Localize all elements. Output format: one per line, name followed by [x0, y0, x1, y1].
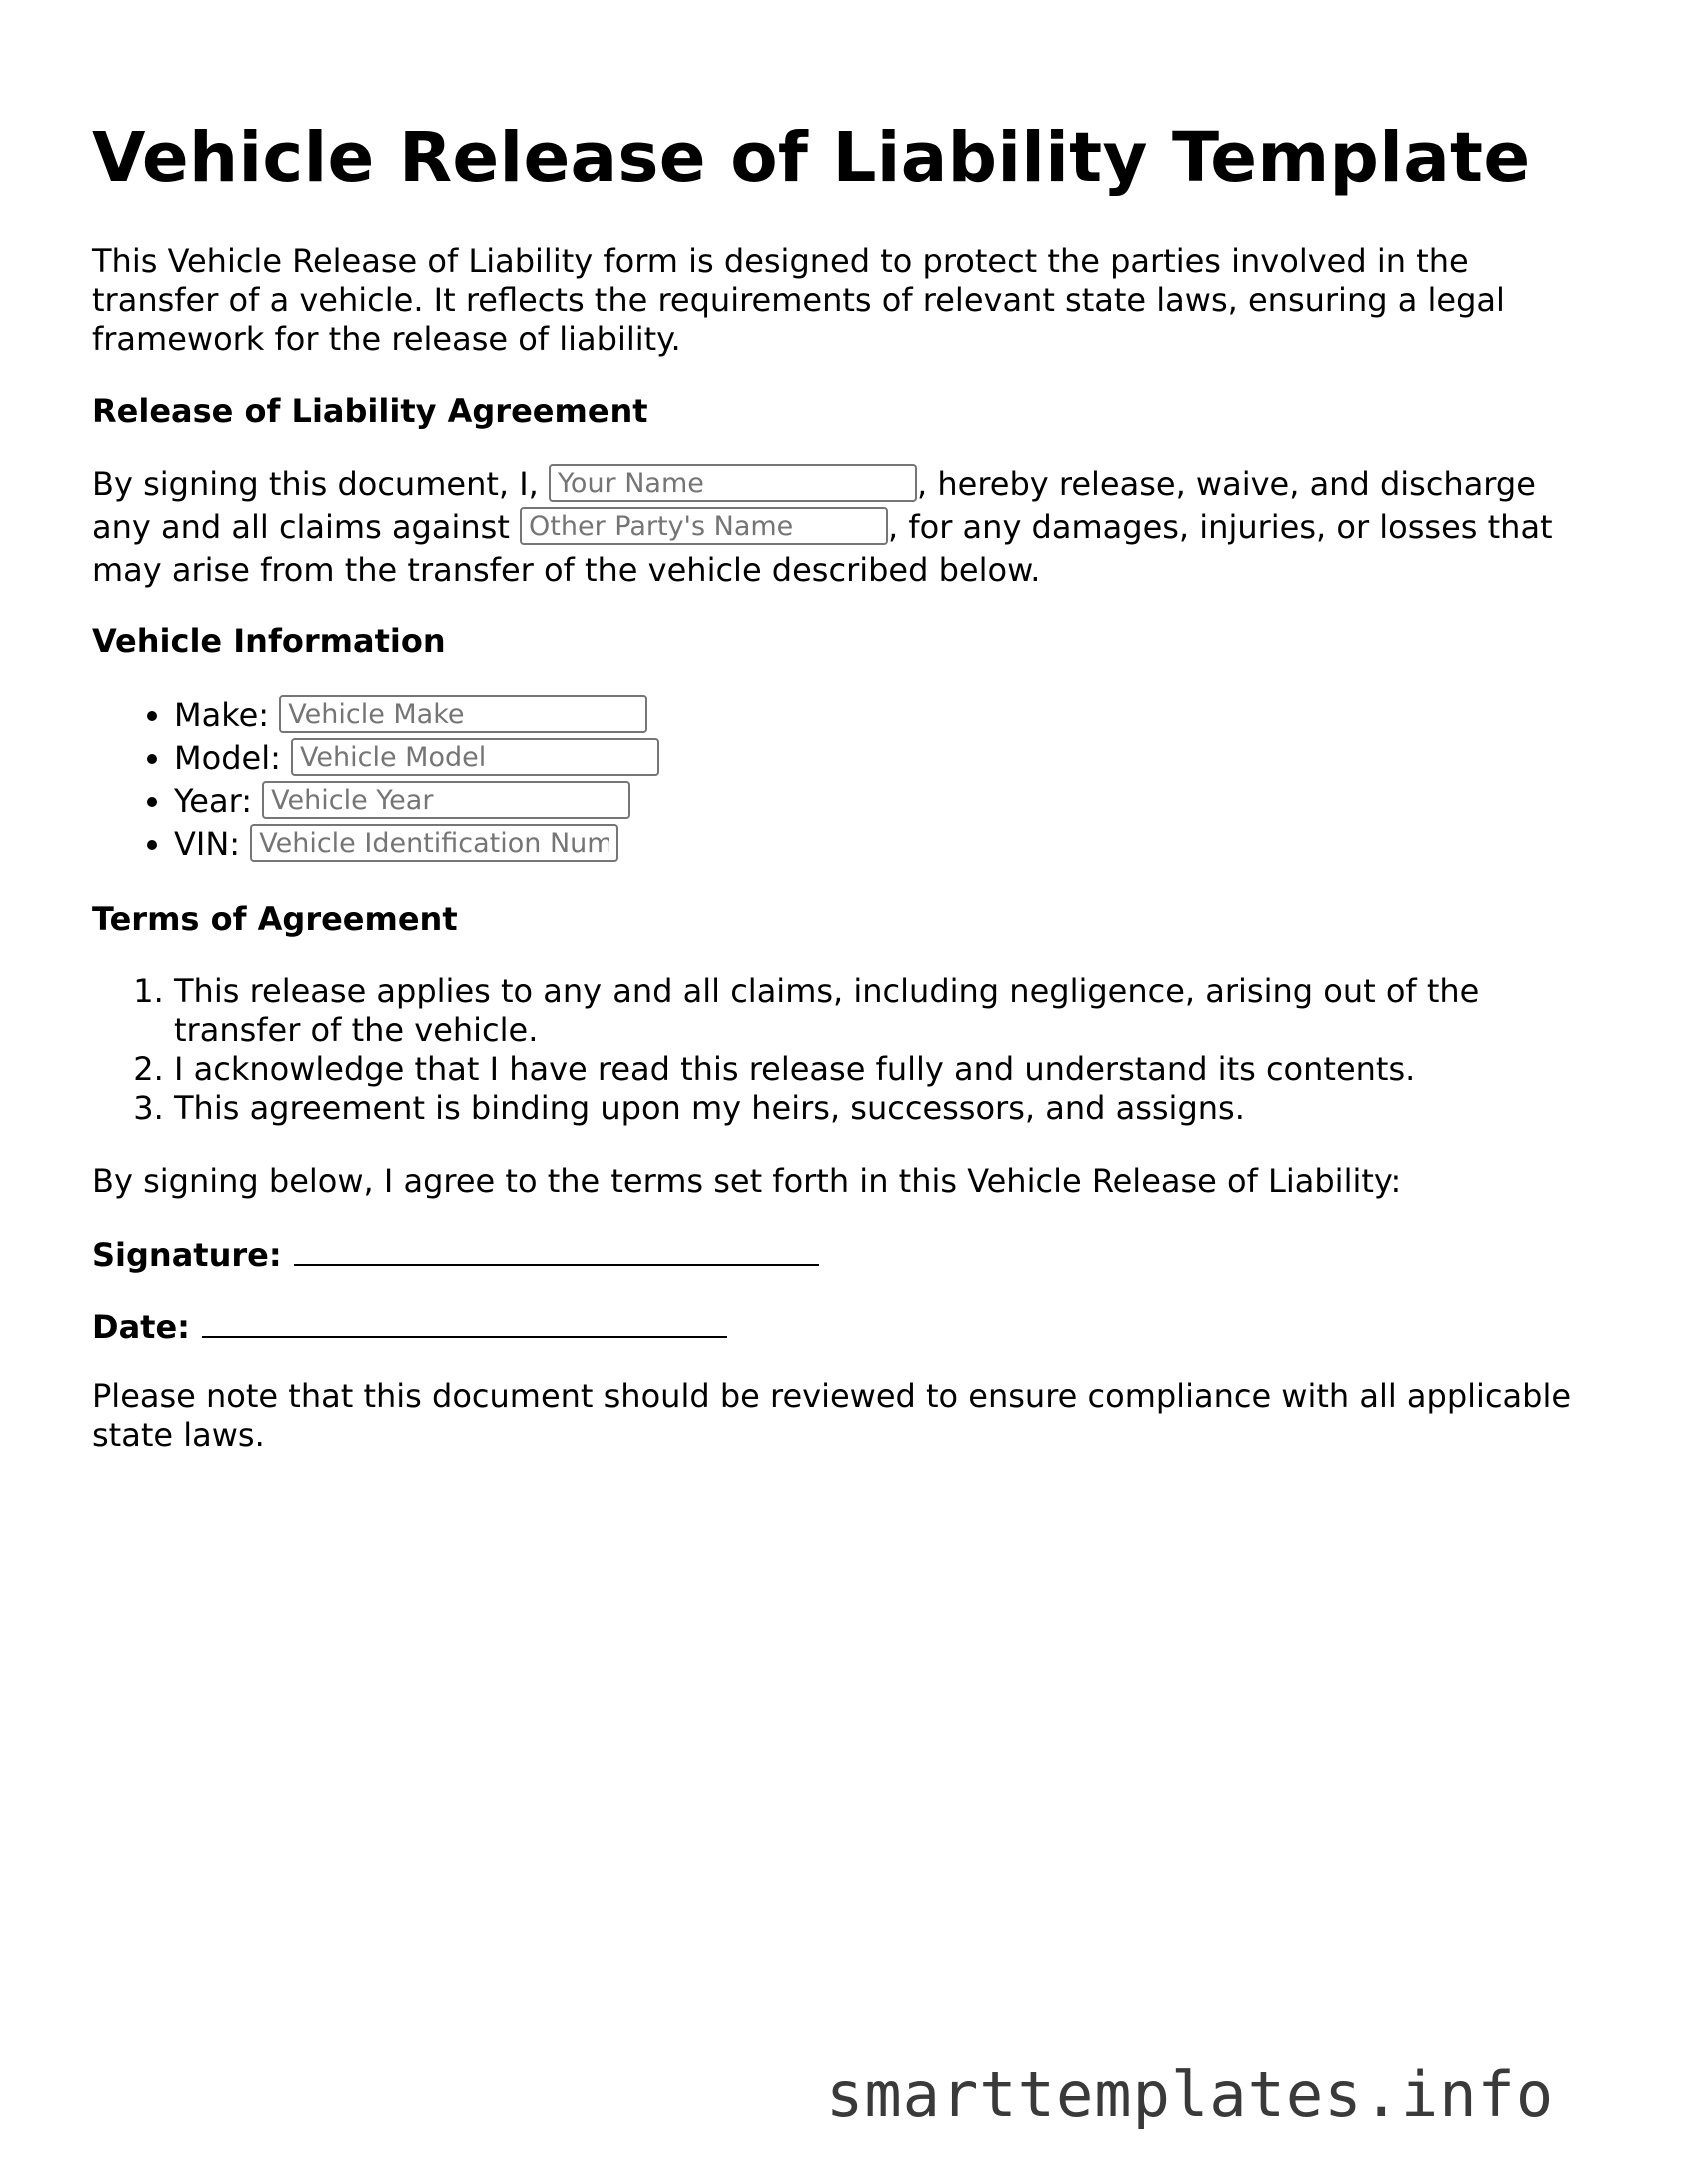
- signature-line: [92, 1234, 1602, 1275]
- vehicle-make-label: Make:: [174, 696, 270, 734]
- release-paragraph: [92, 463, 1602, 592]
- vehicle-heading: Vehicle Information: [92, 622, 446, 660]
- vehicle-year-label: Year:: [174, 782, 252, 820]
- signature-blank: [294, 1234, 819, 1266]
- release-text-before-name: By signing this document, I,: [92, 465, 550, 503]
- compliance-note: Please note that this document should be reviewed to ensure compliance with all applicable state laws.: [92, 1377, 1572, 1454]
- list-item: 3. This agreement is binding upon my heirs, successors, and assigns.: [174, 1089, 1602, 1128]
- list-item: 2. I acknowledge that I have read this release fully and understand its contents.: [174, 1050, 1602, 1089]
- release-text-after-name: , hereby release, waive, and discharge any and all claims against: [92, 465, 1536, 546]
- signature-label: Signature:: [92, 1236, 282, 1274]
- other-party-name-input[interactable]: [520, 507, 888, 545]
- date-line: [92, 1306, 1602, 1347]
- list-item: [174, 694, 659, 737]
- terms-heading: Terms of Agreement: [92, 900, 458, 938]
- list-item: 1. This release applies to any and all claims, including negligence, arising out of the transfer of the vehicle.: [174, 972, 1602, 1050]
- date-blank: [202, 1306, 727, 1338]
- your-name-input[interactable]: [549, 464, 917, 502]
- vehicle-make-input[interactable]: [279, 695, 647, 733]
- vehicle-info-list: [92, 694, 659, 866]
- vehicle-vin-input[interactable]: [250, 824, 618, 862]
- document-title: Vehicle Release of Liability Template: [92, 118, 1531, 198]
- vehicle-model-input[interactable]: [291, 738, 659, 776]
- watermark-text: smarttemplates.info: [826, 2058, 1555, 2131]
- intro-paragraph: This Vehicle Release of Liability form is designed to protect the parties involved in the transfer of a vehicle. It reflects the requirements of relevant state laws, ensuring a legal framework for the release of liability.: [92, 242, 1505, 358]
- terms-list: [92, 972, 1602, 1128]
- list-item: [174, 780, 659, 823]
- agree-statement: By signing below, I agree to the terms set forth in this Vehicle Release of Liability:: [92, 1162, 1402, 1200]
- vehicle-model-label: Model:: [174, 739, 281, 777]
- list-item: [174, 823, 659, 866]
- vehicle-year-input[interactable]: [262, 781, 630, 819]
- terms-section: [92, 972, 1602, 1128]
- release-heading: Release of Liability Agreement: [92, 392, 648, 430]
- date-label: Date:: [92, 1308, 190, 1346]
- vehicle-vin-label: VIN:: [174, 825, 241, 863]
- release-text-after-other: , for any damages, injuries, or losses that may arise from the transfer of the vehicle described below.: [92, 508, 1553, 589]
- list-item: [174, 737, 659, 780]
